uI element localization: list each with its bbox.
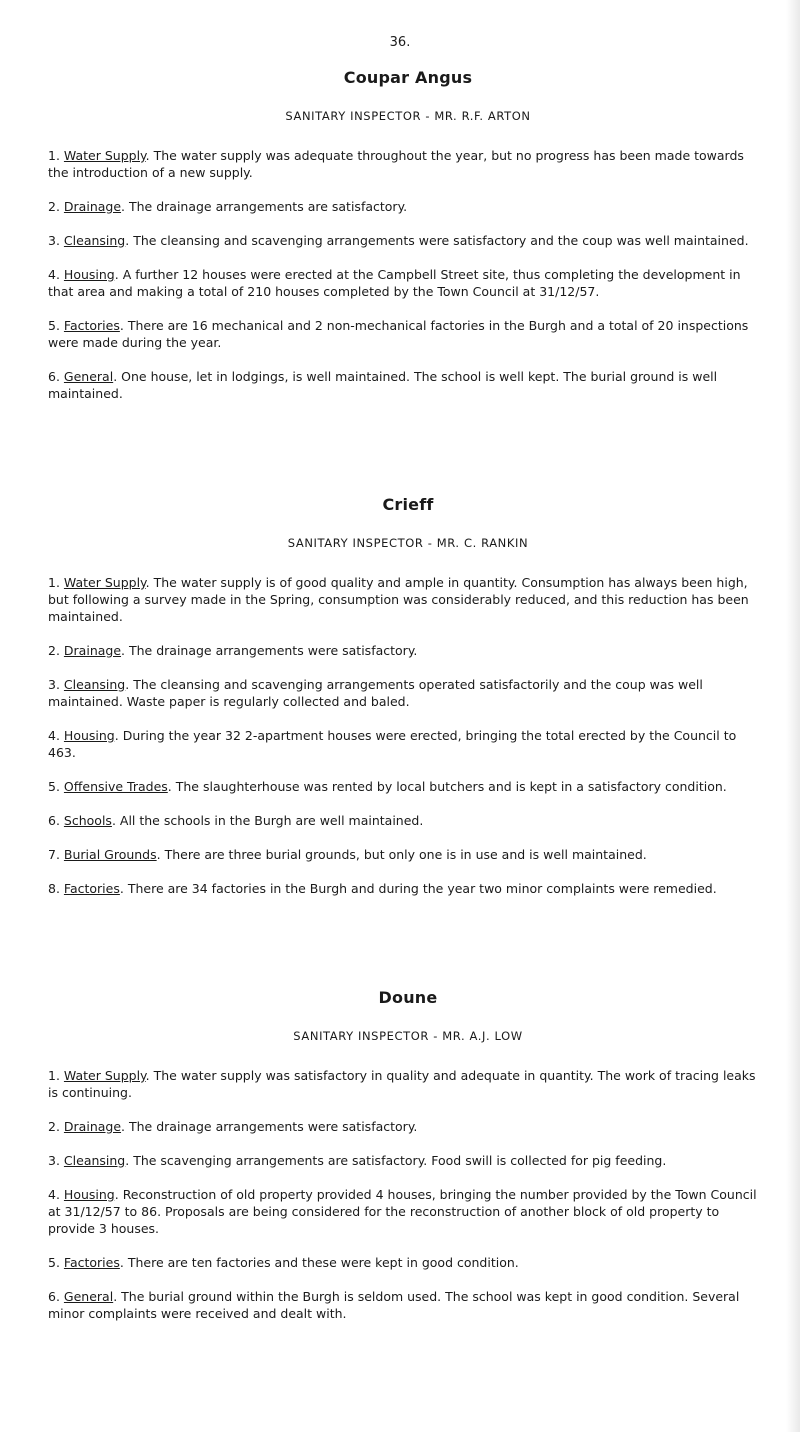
item-number: 2. xyxy=(48,1119,60,1134)
item-text: There are three burial grounds, but only one is in use and is well maintained. xyxy=(164,847,647,862)
report-item: 6. Schools. All the schools in the Burgh are well maintained. xyxy=(48,813,424,828)
report-item: 2. Drainage. The drainage arrangements were satisfactory. xyxy=(48,1119,418,1134)
report-item: 8. Factories. There are 34 factories in the Burgh and during the year two minor complaints were remedied. xyxy=(48,881,717,896)
item-heading: Offensive Trades xyxy=(63,779,168,794)
item-text: There are ten factories and these were kept in good condition. xyxy=(127,1255,519,1270)
item-text: The cleansing and scavenging arrangements were satisfactory and the coup was well maintained. xyxy=(133,233,749,248)
item-heading: General xyxy=(63,1289,114,1304)
item-heading: Factories xyxy=(63,1255,120,1270)
item-number: 3. xyxy=(48,1153,60,1168)
item-number: 6. xyxy=(48,813,60,828)
item-number: 3. xyxy=(48,677,60,692)
item-number: 1. xyxy=(48,575,60,590)
item-number: 2. xyxy=(48,643,60,658)
burgh-title: Crieff xyxy=(382,495,434,514)
report-item: 4. Housing. Reconstruction of old property provided 4 houses, bringing the number provided by the Town Council at 31/12/57 to 86. Proposals are being considered for the reconstruction of another block of old property to provide 3 houses. xyxy=(48,1187,757,1236)
inspector-line: SANITARY INSPECTOR - MR. A.J. LOW xyxy=(293,1029,523,1043)
item-heading: Burial Grounds xyxy=(63,847,157,862)
item-number: 5. xyxy=(48,779,60,794)
item-number: 6. xyxy=(48,369,60,384)
item-text: The scavenging arrangements are satisfactory. Food swill is collected for pig feeding. xyxy=(133,1153,667,1168)
item-number: 6. xyxy=(48,1289,60,1304)
item-text: Reconstruction of old property provided 4 houses, bringing the number provided by the Town Council at 31/12/57 to 86. Proposals are being considered for the reconstruction of another block of old property to provide 3 houses. xyxy=(48,1187,757,1236)
section-crieff xyxy=(48,496,768,914)
item-heading: Housing xyxy=(63,728,115,743)
inspector-line: SANITARY INSPECTOR - MR. C. RANKIN xyxy=(287,536,529,550)
item-number: 4. xyxy=(48,267,60,282)
item-number: 3. xyxy=(48,233,60,248)
item-list xyxy=(48,574,768,897)
item-heading: General xyxy=(63,369,114,384)
report-item: 5. Offensive Trades. The slaughterhouse was rented by local butchers and is kept in a satisfactory condition. xyxy=(48,779,727,794)
item-number: 4. xyxy=(48,728,60,743)
item-text: The water supply is of good quality and ample in quantity. Consumption has always been high, but following a survey made in the Spring, consumption was considerably reduced, and this reduction has been maintained. xyxy=(48,575,749,624)
report-item: 1. Water Supply. The water supply was adequate throughout the year, but no progress has been made towards the introduction of a new supply. xyxy=(48,148,744,180)
item-text: The drainage arrangements were satisfactory. xyxy=(128,643,418,658)
report-item: 7. Burial Grounds. There are three burial grounds, but only one is in use and is well maintained. xyxy=(48,847,647,862)
page-edge-shadow xyxy=(786,0,800,1432)
item-heading: Drainage xyxy=(63,643,122,658)
item-text: A further 12 houses were erected at the Campbell Street site, thus completing the development in that area and making a total of 210 houses completed by the Town Council at 31/12/57. xyxy=(48,267,741,299)
item-heading: Water Supply xyxy=(63,1068,146,1083)
item-text: The slaughterhouse was rented by local butchers and is kept in a satisfactory condition. xyxy=(175,779,727,794)
item-heading: Schools xyxy=(63,813,112,828)
item-text: All the schools in the Burgh are well maintained. xyxy=(119,813,424,828)
item-text: One house, let in lodgings, is well maintained. The school is well kept. The burial ground is well maintained. xyxy=(48,369,718,401)
item-text: There are 34 factories in the Burgh and during the year two minor complaints were remedied. xyxy=(127,881,717,896)
burgh-title: Coupar Angus xyxy=(343,68,473,87)
item-number: 8. xyxy=(48,881,60,896)
item-heading: Housing xyxy=(63,1187,115,1202)
report-item: 1. Water Supply. The water supply is of good quality and ample in quantity. Consumption has always been high, but following a survey made in the Spring, consumption was considerably reduced, and this reduction has been maintained. xyxy=(48,575,749,624)
report-item: 3. Cleansing. The cleansing and scavenging arrangements operated satisfactorily and the coup was well maintained. Waste paper is regularly collected and baled. xyxy=(48,677,703,709)
item-heading: Housing xyxy=(63,267,115,282)
page-number: 36. xyxy=(389,35,411,50)
item-number: 5. xyxy=(48,318,60,333)
item-number: 1. xyxy=(48,1068,60,1083)
inspector-line: SANITARY INSPECTOR - MR. R.F. ARTON xyxy=(285,109,531,123)
section-coupar-angus xyxy=(48,69,768,419)
report-item: 4. Housing. A further 12 houses were erected at the Campbell Street site, thus completing the development in that area and making a total of 210 houses completed by the Town Council at 31/12/57. xyxy=(48,267,741,299)
burgh-title: Doune xyxy=(378,988,438,1007)
item-number: 4. xyxy=(48,1187,60,1202)
report-item: 6. General. One house, let in lodgings, is well maintained. The school is well kept. The burial ground is well maintained. xyxy=(48,369,718,401)
item-heading: Drainage xyxy=(63,199,122,214)
report-item: 6. General. The burial ground within the Burgh is seldom used. The school was kept in good condition. Several minor complaints were received and dealt with. xyxy=(48,1289,740,1321)
item-list xyxy=(48,147,768,402)
report-item: 2. Drainage. The drainage arrangements were satisfactory. xyxy=(48,643,418,658)
report-item: 3. Cleansing. The cleansing and scavenging arrangements were satisfactory and the coup was well maintained. xyxy=(48,233,749,248)
item-number: 5. xyxy=(48,1255,60,1270)
item-text: The drainage arrangements are satisfactory. xyxy=(128,199,408,214)
item-list xyxy=(48,1067,768,1322)
section-doune xyxy=(48,989,768,1339)
item-text: During the year 32 2-apartment houses were erected, bringing the total erected by the Council to 463. xyxy=(48,728,737,760)
item-number: 7. xyxy=(48,847,60,862)
item-text: There are 16 mechanical and 2 non-mechanical factories in the Burgh and a total of 20 inspections were made during the year. xyxy=(48,318,749,350)
item-heading: Cleansing xyxy=(63,677,126,692)
item-heading: Water Supply xyxy=(63,575,146,590)
item-heading: Factories xyxy=(63,881,120,896)
item-text: The water supply was satisfactory in quality and adequate in quantity. The work of tracing leaks is continuing. xyxy=(48,1068,756,1100)
report-item: 5. Factories. There are 16 mechanical and 2 non-mechanical factories in the Burgh and a total of 20 inspections were made during the year. xyxy=(48,318,749,350)
item-heading: Factories xyxy=(63,318,120,333)
item-heading: Drainage xyxy=(63,1119,122,1134)
item-text: The drainage arrangements were satisfactory. xyxy=(128,1119,418,1134)
item-heading: Cleansing xyxy=(63,233,126,248)
item-text: The cleansing and scavenging arrangements operated satisfactorily and the coup was well maintained. Waste paper is regularly collected and baled. xyxy=(48,677,703,709)
report-item: 2. Drainage. The drainage arrangements are satisfactory. xyxy=(48,199,408,214)
report-item: 1. Water Supply. The water supply was satisfactory in quality and adequate in quantity. The work of tracing leaks is continuing. xyxy=(48,1068,756,1100)
item-number: 2. xyxy=(48,199,60,214)
item-heading: Water Supply xyxy=(63,148,146,163)
item-text: The water supply was adequate throughout the year, but no progress has been made towards the introduction of a new supply. xyxy=(48,148,744,180)
item-text: The burial ground within the Burgh is seldom used. The school was kept in good condition. Several minor complaints were received and dealt with. xyxy=(48,1289,740,1321)
item-heading: Cleansing xyxy=(63,1153,126,1168)
item-number: 1. xyxy=(48,148,60,163)
report-item: 4. Housing. During the year 32 2-apartment houses were erected, bringing the total erected by the Council to 463. xyxy=(48,728,737,760)
report-item: 5. Factories. There are ten factories and these were kept in good condition. xyxy=(48,1255,519,1270)
report-item: 3. Cleansing. The scavenging arrangements are satisfactory. Food swill is collected for pig feeding. xyxy=(48,1153,667,1168)
